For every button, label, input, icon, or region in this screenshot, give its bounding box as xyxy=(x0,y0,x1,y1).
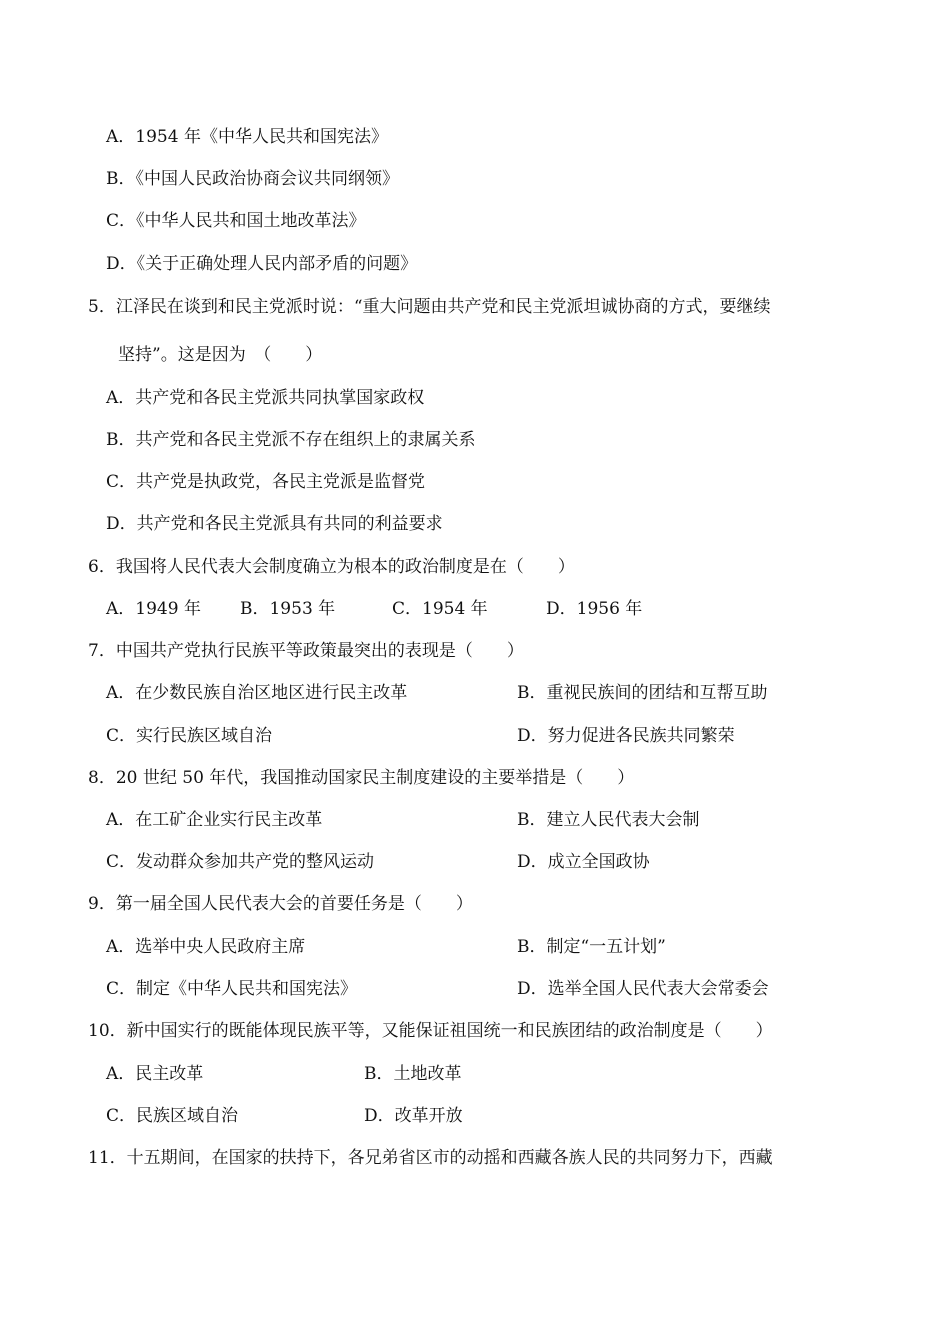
q8-option-a: A．在工矿企业实行民主改革 xyxy=(106,810,323,830)
q9-option-d: D．选举全国人民代表大会常委会 xyxy=(517,979,769,999)
q10-option-a: A．民主改革 xyxy=(106,1064,204,1084)
q8-option-d: D．成立全国政协 xyxy=(517,852,650,872)
q6-option-a: A．1949 年 xyxy=(106,599,201,619)
q5-option-b: B．共产党和各民主党派不存在组织上的隶属关系 xyxy=(106,430,476,450)
q7-option-b: B．重视民族间的团结和互帮互助 xyxy=(517,683,768,703)
q5-stem-continued: 坚持”。这是因为 （ ） xyxy=(118,345,323,365)
q7-option-c: C．实行民族区域自治 xyxy=(106,726,273,746)
q10-option-c: C．民族区域自治 xyxy=(106,1106,239,1126)
q8-option-c: C．发动群众参加共产党的整风运动 xyxy=(106,852,375,872)
q6-option-d: D．1956 年 xyxy=(546,599,643,619)
q10-option-b: B．土地改革 xyxy=(364,1064,462,1084)
q5-option-c: C．共产党是执政党，各民主党派是监督党 xyxy=(106,472,426,492)
q9-option-a: A．选举中央人民政府主席 xyxy=(106,937,306,957)
q4-option-c: C．《中华人民共和国土地改革法》 xyxy=(106,211,366,231)
q6-option-b: B．1953 年 xyxy=(240,599,336,619)
q6-option-c: C．1954 年 xyxy=(392,599,488,619)
q7-stem: 7．中国共产党执行民族平等政策最突出的表现是（ ） xyxy=(88,641,524,661)
q8-stem: 8．20 世纪 50 年代，我国推动国家民主制度建设的主要举措是（ ） xyxy=(88,768,635,788)
q10-option-d: D．改革开放 xyxy=(364,1106,463,1126)
q9-option-c: C．制定《中华人民共和国宪法》 xyxy=(106,979,358,999)
q11-stem: 11．十五期间，在国家的扶持下，各兄弟省区市的动摇和西藏各族人民的共同努力下，西藏 xyxy=(88,1148,773,1168)
q8-option-b: B．建立人民代表大会制 xyxy=(517,810,700,830)
q6-stem: 6．我国将人民代表大会制度确立为根本的政治制度是在（ ） xyxy=(88,557,575,577)
q5-option-d: D．共产党和各民主党派具有共同的利益要求 xyxy=(106,514,443,534)
q9-option-b: B．制定“一五计划” xyxy=(517,937,666,957)
q7-option-d: D．努力促进各民族共同繁荣 xyxy=(517,726,735,746)
q4-option-a: A．1954 年《中华人民共和国宪法》 xyxy=(106,127,388,147)
q5-stem: 5．江泽民在谈到和民主党派时说：“重大问题由共产党和民主党派坦诚协商的方式，要继续 xyxy=(88,297,771,317)
q9-stem: 9．第一届全国人民代表大会的首要任务是（ ） xyxy=(88,894,473,914)
q5-option-a: A．共产党和各民主党派共同执掌国家政权 xyxy=(106,388,425,408)
q7-option-a: A．在少数民族自治区地区进行民主改革 xyxy=(106,683,408,703)
q4-option-b: B．《中国人民政治协商会议共同纲领》 xyxy=(106,169,399,189)
q4-option-d: D．《关于正确处理人民内部矛盾的问题》 xyxy=(106,254,418,274)
q10-stem: 10．新中国实行的既能体现民族平等，又能保证祖国统一和民族团结的政治制度是（ ） xyxy=(88,1021,773,1041)
